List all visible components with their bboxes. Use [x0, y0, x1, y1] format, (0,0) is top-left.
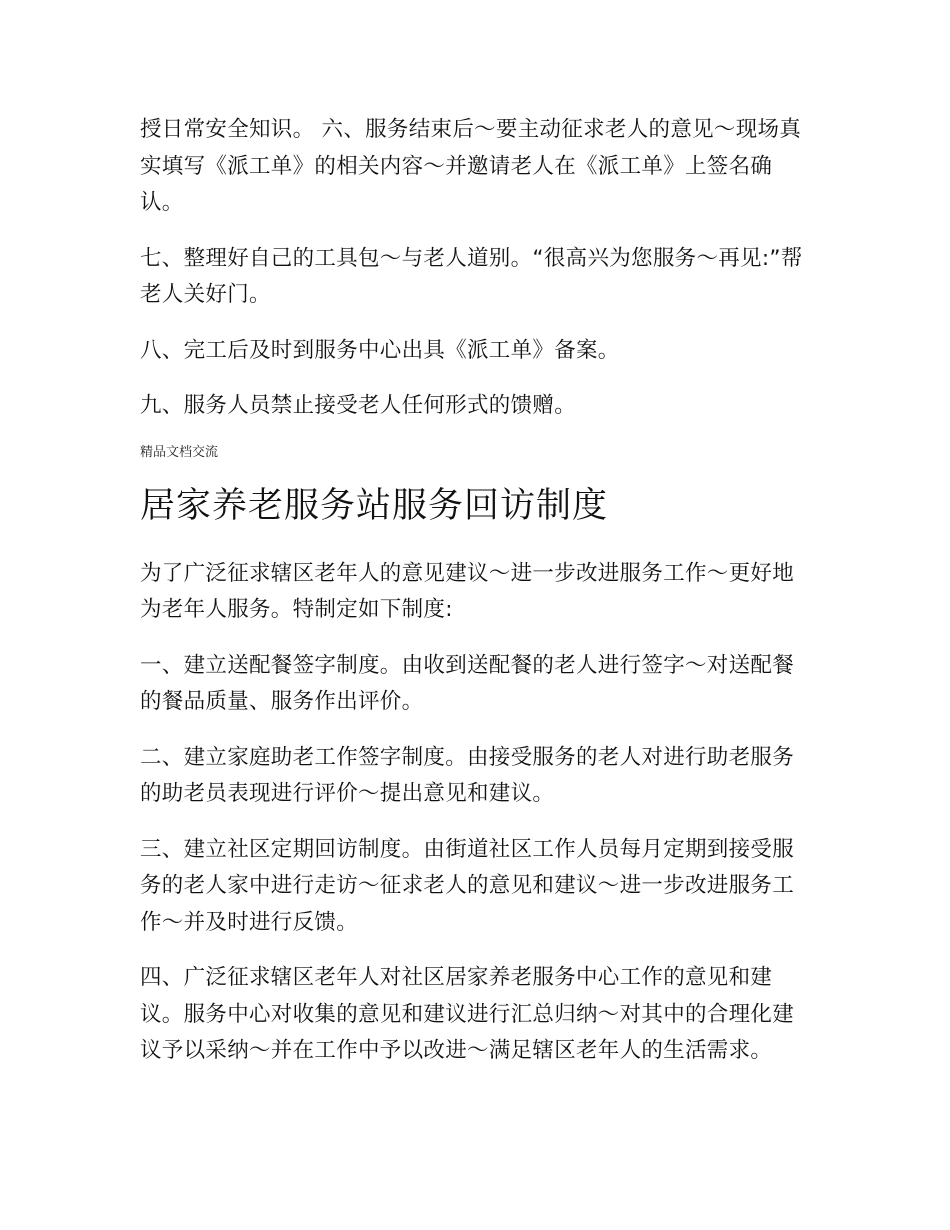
paragraph-intro: 为了广泛征求辖区老年人的意见建议～进一步改进服务工作～更好地为老年人服务。特制定如下制度: — [140, 560, 795, 622]
section-title: 居家养老服务站服务回访制度 — [140, 485, 609, 526]
document-page — [140, 112, 808, 1089]
footer-note: 精品文档交流 — [140, 444, 219, 460]
paragraph-item-4: 四、广泛征求辖区老年人对社区居家养老服务中心工作的意见和建议。服务中心对收集的意见和建议进行汇总归纳～对其中的合理化建议予以采纳～并在工作中予以改进～满足辖区老年人的生活需求。 — [140, 965, 795, 1063]
paragraph-service-end: 授日常安全知识。 六、服务结束后～要主动征求老人的意见～现场真实填写《派工单》的相关内容～并邀请老人在《派工单》上签名确认。 — [140, 117, 802, 215]
paragraph-no-gifts: 九、服务人员禁止接受老人任何形式的馈赠。 — [140, 393, 577, 418]
paragraph-item-3: 三、建立社区定期回访制度。由街道社区工作人员每月定期到接受服务的老人家中进行走访～征求老人的意见和建议～进一步改进服务工作～并及时进行反馈。 — [140, 836, 795, 935]
paragraph-item-2: 二、建立家庭助老工作签字制度。由接受服务的老人对进行助老服务的助老员表现进行评价～提出意见和建议。 — [140, 744, 795, 806]
paragraph-item-1: 一、建立送配餐签字制度。由收到送配餐的老人进行签字～对送配餐的餐品质量、服务作出评价。 — [140, 652, 795, 714]
paragraph-tidy-tools: 七、整理好自己的工具包～与老人道别。“很高兴为您服务～再见:”帮老人关好门。 — [140, 245, 803, 307]
paragraph-work-order-filing: 八、完工后及时到服务中心出具《派工单》备案。 — [140, 337, 620, 363]
